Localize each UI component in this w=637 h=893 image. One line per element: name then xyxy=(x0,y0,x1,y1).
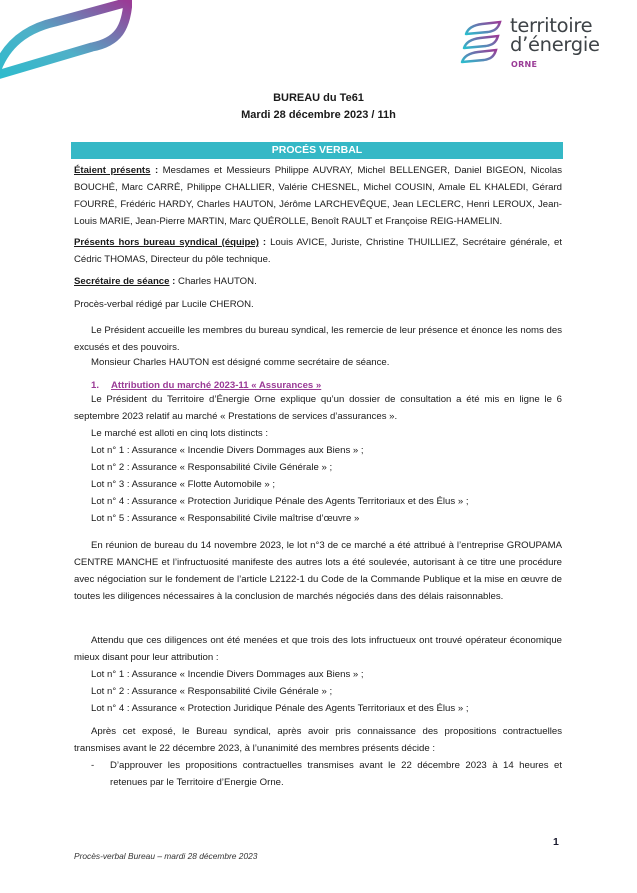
staff-separator: : xyxy=(258,237,271,248)
lots-intro: Le marché est alloti en cinq lots distincts : xyxy=(91,428,269,439)
awarded-lot-item: Lot n° 4 : Assurance « Protection Juridique Pénale des Agents Territoriaux et des Élus » ; xyxy=(91,703,469,714)
redactor-line: Procès-verbal rédigé par Lucile CHERON. xyxy=(74,299,254,310)
awarded-lot-item: Lot n° 2 : Assurance « Responsabilité Civile Générale » ; xyxy=(91,686,333,697)
document-heading xyxy=(0,90,637,124)
secretary-name: Charles HAUTON. xyxy=(178,276,257,287)
logo-wordmark xyxy=(510,16,600,54)
section-1-paragraph-3: En réunion de bureau du 14 novembre 2023, le lot n°3 de ce marché a été attribué à l’entreprise GROUPAMA CENTRE MANCHE et l’infructuosité manifeste des autres lots a été soulevée, autorisant à ce titre une procédure avec négociation sur le fondement de l’article L2122-1 du Code de la Commande Publique et la mise en œuvre de toutes les diligences nécessaires à la conclusion de marchés négociés dans des délais raisonnables. xyxy=(74,540,562,602)
attendance-present xyxy=(74,163,562,231)
logo-line-2: d’énergie xyxy=(510,33,600,56)
section-1-paragraph-4: Attendu que ces diligences ont été menées et que trois des lots infructueux ont trouvé opérateur économique mieux disant pour leur attribution : xyxy=(74,635,562,663)
present-label: Étaient présents xyxy=(74,165,151,176)
secretary-label: Secrétaire de séance xyxy=(74,276,170,287)
bullet-dash: - xyxy=(91,760,95,771)
secretary-separator: : xyxy=(169,276,179,287)
logo-line-1: territoire xyxy=(510,14,593,37)
meeting-date: Mardi 28 décembre 2023 / 11h xyxy=(241,109,396,121)
section-1-title: Attribution du marché 2023-11 « Assurances » xyxy=(111,380,322,391)
intro-paragraph: Le Président accueille les membres du bureau syndical, les remercie de leur présence et énonce les noms des excusés et des pouvoirs. xyxy=(74,325,562,353)
swoosh-decoration-icon xyxy=(0,0,132,84)
proces-verbal-banner: PROCÉS VERBAL xyxy=(71,142,563,159)
decision-text: D’approuver les propositions contractuelles transmises avant le 22 décembre 2023 à 14 heures et retenues par le Territoire d’Energie Orne. xyxy=(110,760,562,788)
awarded-lot-item: Lot n° 1 : Assurance « Incendie Divers Dommages aux Biens » ; xyxy=(91,669,364,680)
lot-item: Lot n° 5 : Assurance « Responsabilité Civile maîtrise d’œuvre » xyxy=(91,513,360,524)
lot-item: Lot n° 2 : Assurance « Responsabilité Civile Générale » ; xyxy=(91,462,333,473)
section-1-paragraph-5: Après cet exposé, le Bureau syndical, après avoir pris connaissance des propositions contractuelles transmises avant le 22 décembre 2023, à l’unanimité des membres présents décide : xyxy=(74,726,562,754)
logo-subtitle: ORNE xyxy=(511,60,538,69)
section-1-number: 1. xyxy=(91,380,100,391)
section-1-paragraph-1: Le Président du Territoire d’Énergie Orne explique qu’un dossier de consultation a été mis en ligne le 6 septembre 2023 relatif au marché « Prestations de services d’assurances ». xyxy=(74,394,562,422)
meeting-title: BUREAU du Te61 xyxy=(273,92,364,104)
wave-logo-mark-icon xyxy=(460,20,506,66)
staff-label: Présents hors bureau syndical (équipe) xyxy=(74,237,259,248)
page-number: 1 xyxy=(553,836,559,848)
attendance-secretary xyxy=(74,274,257,291)
lot-item: Lot n° 4 : Assurance « Protection Juridique Pénale des Agents Territoriaux et des Élus » ; xyxy=(91,496,469,507)
section-1-heading xyxy=(91,379,321,393)
territoire-energie-logo xyxy=(460,16,610,76)
staff-list: Louis AVICE, Juriste, Christine THUILLIEZ, Secrétaire générale, et Cédric THOMAS, Directeur du pôle technique. xyxy=(74,237,563,265)
lot-item: Lot n° 1 : Assurance « Incendie Divers Dommages aux Biens » ; xyxy=(91,445,364,456)
lot-item: Lot n° 3 : Assurance « Flotte Automobile » ; xyxy=(91,479,276,490)
attendance-staff xyxy=(74,235,562,269)
present-separator: : xyxy=(150,165,163,176)
footer-caption: Procès-verbal Bureau – mardi 28 décembre 2023 xyxy=(74,851,258,861)
secretary-designation: Monsieur Charles HAUTON est désigné comme secrétaire de séance. xyxy=(91,357,390,368)
present-list: Mesdames et Messieurs Philippe AUVRAY, Michel BELLENGER, Daniel BIGEON, Nicolas BOUCHÉ, Marc CARRÉ, Philippe CHALLIER, Valérie CHESNEL, Michel COUSIN, Amale EL KHALEDI, Gérard FOURRÉ, Frédéric HARDY, Charles HAUTON, Jérôme LARCHEVÊQUE, Jean LECLERC, Henri LEROUX, Jean-Louis MARIE, Jean-Pierre MARTIN, Marc QUÉROLLE, Benoît RAULT et Françoise REIG-HAMELIN. xyxy=(74,165,562,227)
